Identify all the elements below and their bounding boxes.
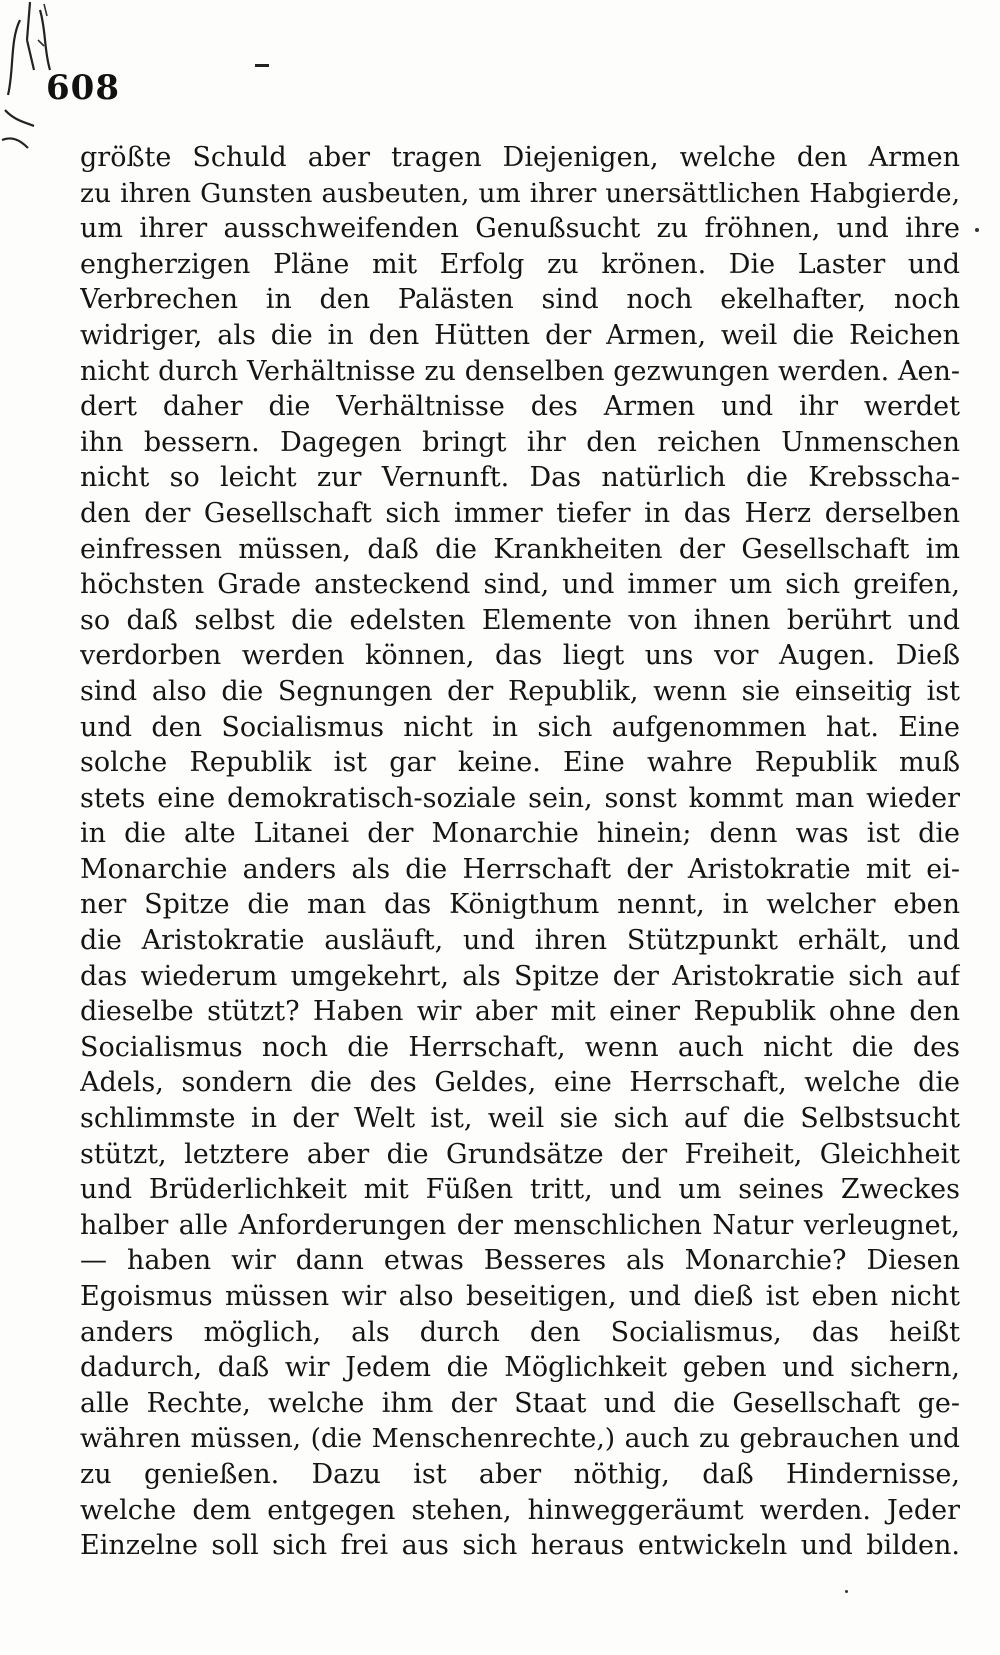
text-line: stützt, letztere aber die Grundsätze der Freiheit, Gleichheit xyxy=(80,1138,960,1170)
text-line: anders möglich, als durch den Socialismus, das heißt xyxy=(80,1316,960,1348)
ink-speck xyxy=(975,228,979,232)
text-line: schlimmste in der Welt ist, weil sie sich auf die Selbstsucht xyxy=(80,1103,960,1135)
text-line: sind also die Segnungen der Republik, wenn sie einseitig ist xyxy=(80,675,960,707)
text-line: halber alle Anforderungen der menschlichen Natur verleugnet, xyxy=(80,1209,960,1241)
text-line: größte Schuld aber tragen Diejenigen, welche den Armen xyxy=(80,142,960,173)
text-line: verdorben werden können, das liegt uns vor Augen. Dieß xyxy=(80,640,960,672)
text-line: zu genießen. Dazu ist aber nöthig, daß Hindernisse, xyxy=(80,1458,960,1490)
text-line: dert daher die Verhältnisse des Armen und ihr werdet xyxy=(80,391,960,423)
text-line: alle Rechte, welche ihm der Staat und die Gesellschaft ge- xyxy=(80,1387,960,1419)
text-line: ner Spitze die man das Königthum nennt, in welcher eben xyxy=(80,889,960,921)
text-line: ihn bessern. Dagegen bringt ihr den reichen Unmenschen xyxy=(80,426,960,458)
text-line: um ihrer ausschweifenden Genußsucht zu fröhnen, und ihre xyxy=(80,213,960,245)
ink-speck xyxy=(845,1590,848,1593)
text-line: nicht durch Verhältnisse zu denselben gezwungen werden. Aen- xyxy=(80,355,960,387)
text-line: Egoismus müssen wir also beseitigen, und dieß ist eben nicht xyxy=(80,1281,960,1312)
text-line: die Aristokratie ausläuft, und ihren Stützpunkt erhält, und xyxy=(80,925,960,957)
text-line: stets eine demokratisch-soziale sein, sonst kommt man wieder xyxy=(80,782,960,814)
text-line: das wiederum umgekehrt, als Spitze der Aristokratie sich auf xyxy=(80,960,960,992)
text-line: so daß selbst die edelsten Elemente von ihnen berührt und xyxy=(80,604,960,636)
text-line: — haben wir dann etwas Besseres als Monarchie? Diesen xyxy=(80,1245,960,1277)
text-line: widriger, als die in den Hütten der Armen, weil die Reichen xyxy=(80,319,960,351)
text-line: Monarchie anders als die Herrschaft der Aristokratie mit ei- xyxy=(80,853,960,885)
text-line: und den Socialismus nicht in sich aufgenommen hat. Eine xyxy=(80,711,960,743)
text-line: Socialismus noch die Herrschaft, wenn auch nicht die des xyxy=(80,1031,960,1063)
text-line: dadurch, daß wir Jedem die Möglichkeit geben und sichern, xyxy=(80,1352,960,1384)
body-text xyxy=(80,140,960,1564)
text-line: Einzelne soll sich frei aus sich heraus entwickeln und bilden. xyxy=(80,1530,960,1562)
text-line: und Brüderlichkeit mit Füßen tritt, und um seines Zweckes xyxy=(80,1174,960,1206)
text-line: Verbrechen in den Palästen sind noch ekelhafter, noch xyxy=(80,284,960,316)
text-line: Adels, sondern die des Geldes, eine Herrschaft, welche die xyxy=(80,1067,960,1099)
text-line: währen müssen, (die Menschenrechte,) auch zu gebrauchen und xyxy=(80,1423,960,1455)
header-mark xyxy=(255,64,269,67)
text-line: höchsten Grade ansteckend sind, und immer um sich greifen, xyxy=(80,569,960,601)
page-number: 608 xyxy=(46,68,120,108)
text-line: welche dem entgegen stehen, hinweggeräumt werden. Jeder xyxy=(80,1494,960,1526)
text-line: einfressen müssen, daß die Krankheiten der Gesellschaft im xyxy=(80,533,960,565)
text-line: den der Gesellschaft sich immer tiefer in das Herz derselben xyxy=(80,497,960,529)
text-line: zu ihren Gunsten ausbeuten, um ihrer unersättlichen Habgierde, xyxy=(80,177,960,209)
text-line: solche Republik ist gar keine. Eine wahre Republik muß xyxy=(80,747,960,779)
text-line: engherzigen Pläne mit Erfolg zu krönen. Die Laster und xyxy=(80,248,960,280)
text-line: nicht so leicht zur Vernunft. Das natürlich die Krebsscha- xyxy=(80,462,960,494)
text-line: dieselbe stützt? Haben wir aber mit einer Republik ohne den xyxy=(80,996,960,1028)
text-line: in die alte Litanei der Monarchie hinein; denn was ist die xyxy=(80,818,960,850)
